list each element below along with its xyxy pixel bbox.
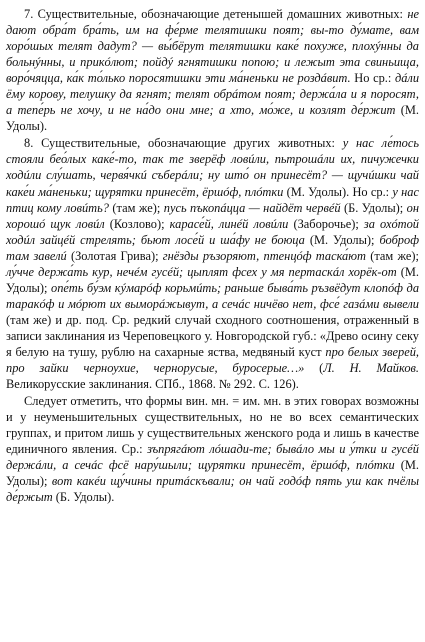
text-run: (М. Удолы); [304,232,380,247]
italic-quote: лу́чче держа́ть кур, нечéм гусéй; цыплят фсех у мя пертаскáл хорёк-от [6,264,397,279]
italic-quote: карасе́й, линéй ловúли [169,216,289,231]
italic-quote: за охóтой ходúл зайцéй стрелять; бьют лосе́й и ша́фу не боюца [6,216,419,247]
text-run: ( [304,361,324,376]
italic-quote: у нас птиц кому ловúть? [6,184,419,215]
text-run: (Заборочье); [288,216,364,231]
text-run: (М. Удолы); [6,264,419,295]
text-run: (Б. Удолы); [340,200,407,215]
text-run: (Козлово); [104,216,170,231]
italic-quote: зъпрягáют лóшади-те; бывáло мы и у́тки и гусéй держáли, а сечáс фсё нару́шыли; щурятки принесёт, ёршóф, плóтки [6,442,420,473]
italic-quote: вот какéи щу́чины притáскъвали; он чай годóф пять уш как пчёлы де́ржыт [6,474,419,505]
italic-quote: у нас ле́тось стояли бео́лых каке́-то, так те зверёф ловúли, пьтрошáли их, пичужечки ходúли слу́шать, червя́чкú съберáли; ну што́ он принесёт? — щучúшки чай каке́и ма́неньки; щурятки принесёт, ёршóф, плóтки [6,136,419,199]
text-run: (М. Удолы); [6,458,420,489]
italic-quote: Л. Н. Майков. [323,361,419,376]
text-run: (там же) и др. под. Ср. редкий случай сходного соотношения, отраженный в записи заклинания из Череповецкого у. Новгородской губ.: «Древо осину секу я белую на тушу, рублю на сахарные яства, медвяный куст [6,312,419,359]
text-run: 8. Существительные, обозначающие других животных: [24,136,343,151]
italic-quote: и лежыт эта свиньища, воро́чяцца, ка́к то́лько поросятишки эти ма́неньки не роздáвит. [6,55,419,86]
italic-quote: не дают обра́т бра́ть, им на фе́рме телятишки поят; вы-то ду́мате, вам хоро́шых телят дадут? — вы́бёрут телятишки каке́ похуже, плохýнны да больнýнны, и прикóлют; пойдý ягнятишки попою; [6,7,419,70]
paragraph-8 [6,135,419,392]
italic-quote: гнёзды ръзоряют, птенцóф таска́ют [162,248,366,263]
text-run: (там же); [365,248,419,263]
text-run: Но ср.: [350,71,395,86]
italic-quote: он хорошó щук ловúл [6,200,419,231]
text-run: 7. Существительные, обозначающие детенышей домашних животных: [24,7,408,21]
paragraph-7 [6,6,419,134]
text-run: (там же); [108,200,164,215]
italic-quote: дáли ёму корову, телушку да ягнят; телят обрáтом поят; держа́ла и я поросят, а тепе́рь не хочу, и не на́до они мне; а хто, мо́же, и козлят де́ржит [6,71,420,118]
paragraph-note [6,393,419,505]
italic-quote: про белых зверей, про зайки черноухие, чернорусые, буросерые…» [6,344,420,376]
text-run: (Б. Удолы). [52,490,115,505]
text-run: Великорусские заклинания. СПб., 1868. № 292. С. 126). [6,377,299,392]
italic-quote: пусь пъкопáцца — найдёт червéй [163,200,341,215]
text-run: (М. Удолы). Но ср.: [283,184,393,199]
italic-quote: боброф там завелú [6,232,419,263]
text-run: (Золотая Грива); [66,248,163,263]
text-run: Следует отметить, что формы вин. мн. = им. мн. в этих говорах возможны и у неуменьшительных существительных, но не во всех семантических группах, и притом лишь у существительных женского рода и лишь в качестве единичного явления. Ср.: [6,394,419,457]
italic-quote: опе́ть бу́эм кýмарóф корьмúть; раньше быва́ть ръзвёдут клопóф да таракóф и мóрют их выморáжывут, а сечáс ничёво нет, фсе́ газáми вывели [6,280,420,311]
text-run: (М. Удолы). [6,103,420,134]
